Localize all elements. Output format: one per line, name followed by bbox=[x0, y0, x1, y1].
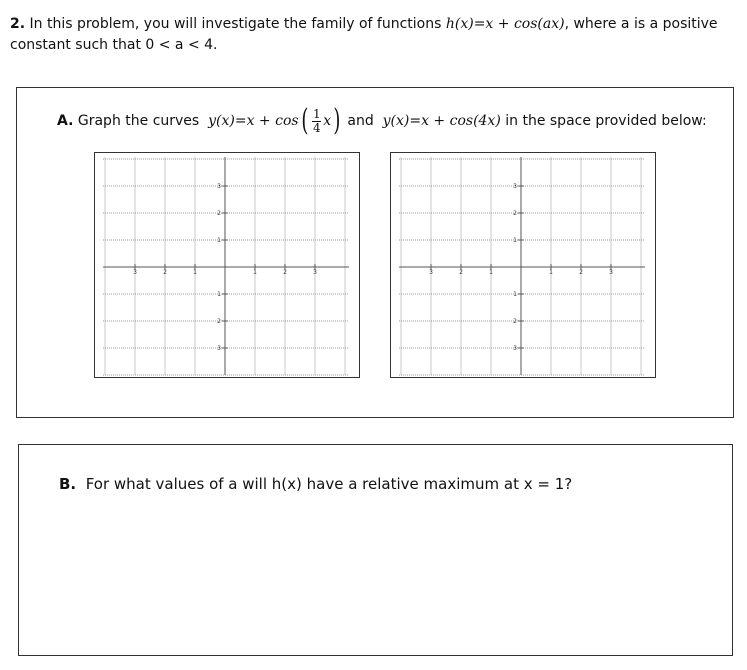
graph-left-svg bbox=[95, 153, 359, 377]
x-tick-label: 3 bbox=[609, 269, 613, 276]
y-tick-label: 3 bbox=[217, 345, 221, 352]
problem-function: h(x)=x + cos(ax) bbox=[445, 16, 565, 32]
y-tick-label: 1 bbox=[217, 237, 221, 244]
part-b-question: For what values of a will h(x) have a relative maximum at x = 1? bbox=[85, 475, 573, 493]
problem-text-after: , where a is a positive constant such that 0 < a < 4. bbox=[10, 16, 718, 53]
part-b-label: B. bbox=[59, 475, 77, 493]
curve-1-lhs: y(x)=x + cos bbox=[208, 113, 299, 129]
x-tick-label: 3 bbox=[429, 269, 433, 276]
curve-2: y(x)=x + cos(4x) bbox=[382, 113, 501, 129]
x-tick-label: 2 bbox=[163, 269, 167, 276]
y-tick-label: 3 bbox=[513, 345, 517, 352]
fraction-denominator: 4 bbox=[312, 120, 321, 135]
and-word: and bbox=[347, 113, 374, 129]
x-tick-label: 1 bbox=[489, 269, 493, 276]
x-tick-label: 2 bbox=[459, 269, 463, 276]
x-tick-label: 2 bbox=[579, 269, 583, 276]
y-tick-label: 2 bbox=[217, 318, 221, 325]
part-a-prompt bbox=[57, 103, 707, 138]
fraction-numerator: 1 bbox=[312, 106, 321, 121]
x-tick-label: 3 bbox=[313, 269, 317, 276]
graph-left[interactable] bbox=[94, 152, 360, 378]
x-tick-label: 3 bbox=[133, 269, 137, 276]
part-b-prompt bbox=[59, 475, 572, 493]
fraction bbox=[312, 108, 321, 135]
part-b-box[interactable] bbox=[18, 444, 733, 656]
y-tick-label: 1 bbox=[217, 291, 221, 298]
curve-1-var: x bbox=[323, 113, 332, 129]
x-tick-label: 1 bbox=[549, 269, 553, 276]
problem-statement bbox=[10, 14, 735, 56]
paren-close: ) bbox=[333, 103, 341, 138]
problem-text-before: In this problem, you will investigate the family of functions bbox=[29, 16, 442, 32]
x-tick-label: 1 bbox=[253, 269, 257, 276]
part-a-label: A. bbox=[57, 113, 74, 129]
x-tick-label: 2 bbox=[283, 269, 287, 276]
y-tick-label: 2 bbox=[513, 210, 517, 217]
y-tick-label: 1 bbox=[513, 237, 517, 244]
graph-right[interactable] bbox=[390, 152, 656, 378]
y-tick-label: 3 bbox=[513, 183, 517, 190]
y-tick-label: 2 bbox=[217, 210, 221, 217]
y-tick-label: 1 bbox=[513, 291, 517, 298]
y-tick-label: 3 bbox=[217, 183, 221, 190]
y-tick-label: 2 bbox=[513, 318, 517, 325]
part-a-text-2: in the space provided below: bbox=[505, 113, 707, 129]
x-tick-label: 1 bbox=[193, 269, 197, 276]
problem-number: 2. bbox=[10, 16, 26, 32]
graph-right-svg bbox=[391, 153, 655, 377]
part-a-box bbox=[16, 87, 734, 418]
part-a-text-1: Graph the curves bbox=[77, 113, 200, 129]
paren-open: ( bbox=[300, 103, 308, 138]
